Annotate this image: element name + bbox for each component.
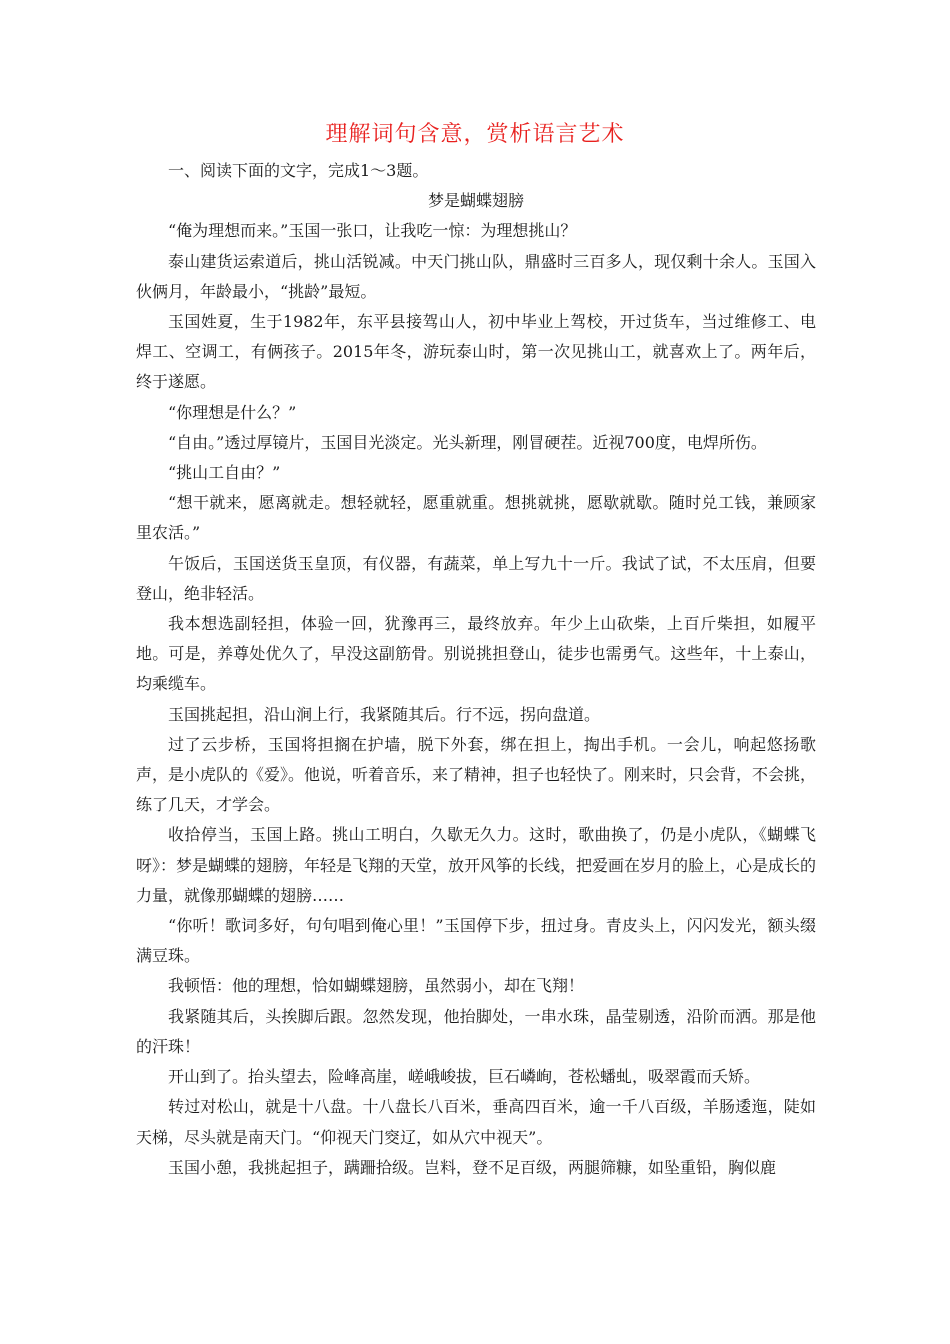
paragraph: “挑山工自由？”: [168, 463, 281, 483]
paragraph: 我顿悟：他的理想，恰如蝴蝶翅膀，虽然弱小，却在飞翔！: [168, 976, 585, 996]
article-title: 梦是蝴蝶翅膀: [427, 191, 524, 211]
paragraph: 玉国挑起担，沿山涧上行，我紧随其后。行不远，拐向盘道。: [168, 704, 601, 724]
paragraph: 转过对松山，就是十八盘。十八盘长八百米，垂高四百米，逾一千八百级，羊肠逶迤，陡如天梯，尽头就是南天门。“仰视天门窔辽，如从穴中视天”。: [136, 1097, 816, 1147]
document-body: [136, 156, 816, 1183]
paragraph: 我本想选副轻担，体验一回，犹豫再三，最终放弃。年少上山砍柴，上百斤柴担，如履平地。可是，养尊处优久了，早没这副筋骨。别说挑担登山，徒步也需勇气。这些年，十上泰山，均乘缆车。: [136, 614, 816, 694]
paragraph: 午饭后，玉国送货玉皇顶，有仪器，有蔬菜，单上写九十一斤。我试了试，不太压肩，但要登山，绝非轻活。: [136, 553, 816, 603]
instruction-text: 一、阅读下面的文字，完成1～3题。: [168, 161, 429, 180]
paragraph: “俺为理想而来。”玉国一张口，让我吃一惊：为理想挑山？: [168, 221, 577, 241]
page-title: 理解词句含意，赏析语言艺术: [325, 122, 625, 147]
paragraph: “你听！歌词多好，句句唱到俺心里！”玉国停下步，扭过身。青皮头上，闪闪发光，额头缀满豆珠。: [136, 916, 816, 966]
paragraph: 玉国小憩，我挑起担子，蹒跚拾级。岂料，登不足百级，两腿筛糠，如坠重铅，胸似鹿: [168, 1157, 777, 1177]
paragraph: 过了云步桥，玉国将担搁在护墙，脱下外套，绑在担上，掏出手机。一会儿，响起悠扬歌声，是小虎队的《爱》。他说，听着音乐，来了精神，担子也轻快了。刚来时，只会背，不会挑，练了几天，才学会。: [136, 734, 817, 815]
paragraph: “想干就来，愿离就走。想轻就轻，愿重就重。想挑就挑，愿歇就歇。随时兑工钱，兼顾家里农活。”: [136, 493, 816, 543]
paragraph: 我紧随其后，头挨脚后跟。忽然发现，他抬脚处，一串水珠，晶莹剔透，沿阶而洒。那是他的汗珠！: [136, 1006, 816, 1056]
paragraph: “你理想是什么？”: [168, 402, 297, 422]
paragraph: 玉国姓夏，生于1982年，东平县接驾山人，初中毕业上驾校，开过货车，当过维修工、电焊工、空调工，有俩孩子。2015年冬，游玩泰山时，第一次见挑山工，就喜欢上了。两年后，终于遂愿。: [136, 312, 816, 392]
paragraph: 泰山建货运索道后，挑山活锐减。中天门挑山队，鼎盛时三百多人，现仅剩十余人。玉国入伙俩月，年龄最小，“挑龄”最短。: [136, 251, 816, 301]
paragraph: 开山到了。抬头望去，险峰高崖，嵯峨峻拔，巨石嶙峋，苍松蟠虬，吸翠霞而夭矫。: [168, 1067, 761, 1087]
paragraph: 收拾停当，玉国上路。挑山工明白，久歇无久力。这时，歌曲换了，仍是小虎队，《蝴蝶飞呀》：梦是蝴蝶的翅膀，年轻是飞翔的天堂，放开风筝的长线，把爱画在岁月的脸上，心是成长的力量，就像那蝴蝶的翅膀……: [136, 825, 817, 905]
paragraph: “自由。”透过厚镜片，玉国目光淡定。光头新理，刚冒硬茬。近视700度，电焊所伤。: [168, 432, 767, 452]
